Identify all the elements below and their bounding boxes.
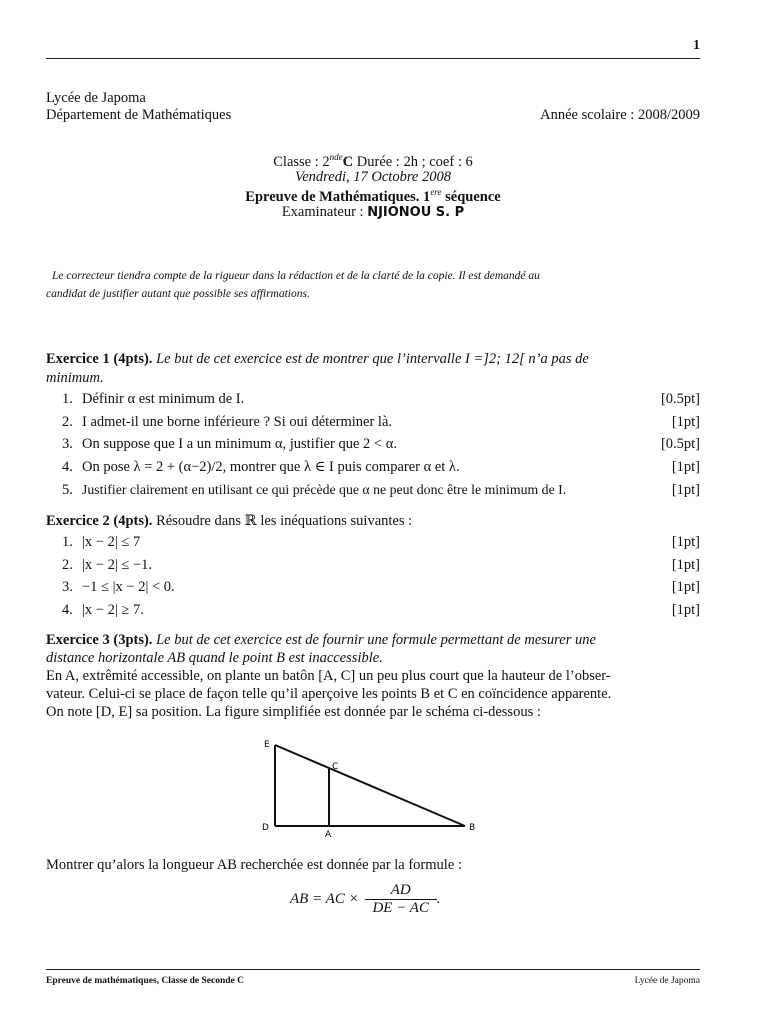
label-E: E	[264, 740, 270, 750]
ex1-item-2	[62, 414, 700, 434]
footer-right: Lycée de Japoma	[634, 976, 700, 986]
header-rule	[46, 58, 700, 59]
ex2-item-2	[62, 557, 700, 577]
item-points: [1pt]	[671, 557, 700, 573]
class-line	[46, 152, 700, 171]
epreuve-title	[46, 187, 700, 206]
class-sup: nde	[329, 152, 343, 162]
item-text: I admet-il une borne inférieure ? Si oui déterminer là.	[82, 414, 393, 430]
formula-lhs: AB = AC ×	[290, 891, 359, 907]
examiner-label: Examinateur :	[281, 204, 368, 220]
examiner-name: NJIONOU S. P	[367, 205, 465, 220]
epreuve-sup: ere	[430, 187, 442, 197]
ex3-heading: Exercice 3 (3pts).	[46, 632, 153, 648]
ex2-intro	[46, 512, 412, 530]
item-number: 3.	[62, 579, 73, 595]
ex2-intro-text: Résoudre dans ℝ les inéquations suivantes :	[152, 513, 413, 529]
segment-EB	[275, 745, 465, 826]
epreuve-prefix: Epreuve de Mathématiques. 1	[245, 188, 431, 205]
item-points: [0.5pt]	[660, 436, 700, 452]
item-number: 4.	[62, 459, 73, 475]
item-points: [0.5pt]	[660, 391, 700, 407]
item-points: [1pt]	[671, 602, 700, 618]
ex3-intro	[46, 631, 700, 649]
ex2-item-3	[62, 579, 700, 599]
item-text: Justifier clairement en utilisant ce qui précède que α ne peut donc être le minimum de I.	[82, 482, 567, 497]
formula-denominator: DE − AC	[372, 900, 429, 916]
item-points: [1pt]	[671, 459, 700, 475]
formula-fraction	[365, 882, 437, 917]
ex3-para-line-1: En A, extrêmité accessible, on plante un batôn [A, C] un peu plus court que la hauteur de l’obser-	[46, 668, 611, 684]
epreuve-suffix: séquence	[441, 188, 501, 205]
item-text: On pose λ = 2 + (α−2)/2, montrer que λ ∈ I puis comparer α et λ.	[82, 459, 460, 475]
examiner-line	[46, 204, 700, 221]
item-points: [1pt]	[671, 482, 700, 498]
exam-date: Vendredi, 17 Octobre 2008	[295, 169, 451, 185]
label-C: C	[332, 762, 339, 772]
ex2-item-4	[62, 602, 700, 622]
ex3-intro-line-2: distance horizontale AB quand le point B est inaccessible.	[46, 650, 383, 666]
ex3-para-line-2: vateur. Celui-ci se place de façon telle qu’il aperçoive les points B et C en coïncidence apparente.	[46, 686, 612, 702]
page-number: 1	[693, 38, 700, 53]
class-rest: Durée : 2h ; coef : 6	[353, 153, 473, 170]
item-text: |x − 2| ≥ 7.	[82, 602, 144, 618]
item-number: 4.	[62, 602, 73, 618]
item-number: 3.	[62, 436, 73, 452]
item-number: 1.	[62, 534, 73, 550]
item-text: |x − 2| ≤ 7	[82, 534, 141, 550]
item-text: |x − 2| ≤ −1.	[82, 557, 152, 573]
footer-left: Epreuve de mathématiques, Classe de Seconde C	[46, 976, 245, 986]
department-name: Département de Mathématiques	[46, 107, 232, 123]
item-text: On suppose que I a un minimum α, justifier que 2 < α.	[82, 436, 397, 452]
label-D: D	[262, 823, 269, 833]
class-prefix: Classe : 2	[273, 153, 330, 170]
ex1-item-3	[62, 436, 700, 456]
item-number: 2.	[62, 414, 73, 430]
ex1-intro-line-2: minimum.	[46, 370, 104, 386]
item-points: [1pt]	[671, 534, 700, 550]
class-letter: C	[342, 153, 354, 170]
ex3-formula	[290, 882, 440, 917]
formula-end: .	[436, 891, 441, 907]
instructions-line-2: candidat de justifier autant que possible ses affirmations.	[46, 288, 310, 300]
ex1-heading: Exercice 1 (4pts).	[46, 351, 153, 367]
ex1-intro-line-1: Le but de cet exercice est de montrer que l’intervalle I =]2; 12[ n’a pas de	[156, 351, 589, 367]
school-name: Lycée de Japoma	[46, 90, 146, 106]
item-points: [1pt]	[671, 414, 700, 430]
item-text: −1 ≤ |x − 2| < 0.	[82, 579, 175, 595]
item-number: 1.	[62, 391, 73, 407]
triangle-figure	[255, 735, 485, 840]
ex1-item-5	[62, 482, 700, 502]
school-year: Année scolaire : 2008/2009	[540, 107, 700, 123]
ex2-item-1	[62, 534, 700, 554]
ex3-conclusion: Montrer qu’alors la longueur AB recherchée est donnée par la formule :	[46, 857, 462, 873]
item-text: Définir α est minimum de I.	[82, 391, 245, 407]
footer-rule	[46, 969, 700, 970]
ex1-intro	[46, 350, 700, 368]
formula-numerator: AD	[390, 882, 411, 898]
item-points: [1pt]	[671, 579, 700, 595]
ex3-intro-line-1: Le but de cet exercice est de fournir une formule permettant de mesurer une	[156, 632, 596, 648]
ex2-heading: Exercice 2 (4pts).	[46, 513, 153, 529]
ex3-para-line-3: On note [D, E] sa position. La figure simplifiée est donnée par le schéma ci-dessous :	[46, 704, 541, 720]
item-number: 2.	[62, 557, 73, 573]
ex1-item-1	[62, 391, 700, 411]
item-number: 5.	[62, 482, 73, 498]
label-B: B	[469, 823, 476, 833]
label-A: A	[325, 830, 332, 840]
instructions-line-1: Le correcteur tiendra compte de la rigueur dans la rédaction et de la clarté de la copie. Il est demandé au	[52, 270, 540, 282]
ex1-item-4	[62, 459, 700, 479]
